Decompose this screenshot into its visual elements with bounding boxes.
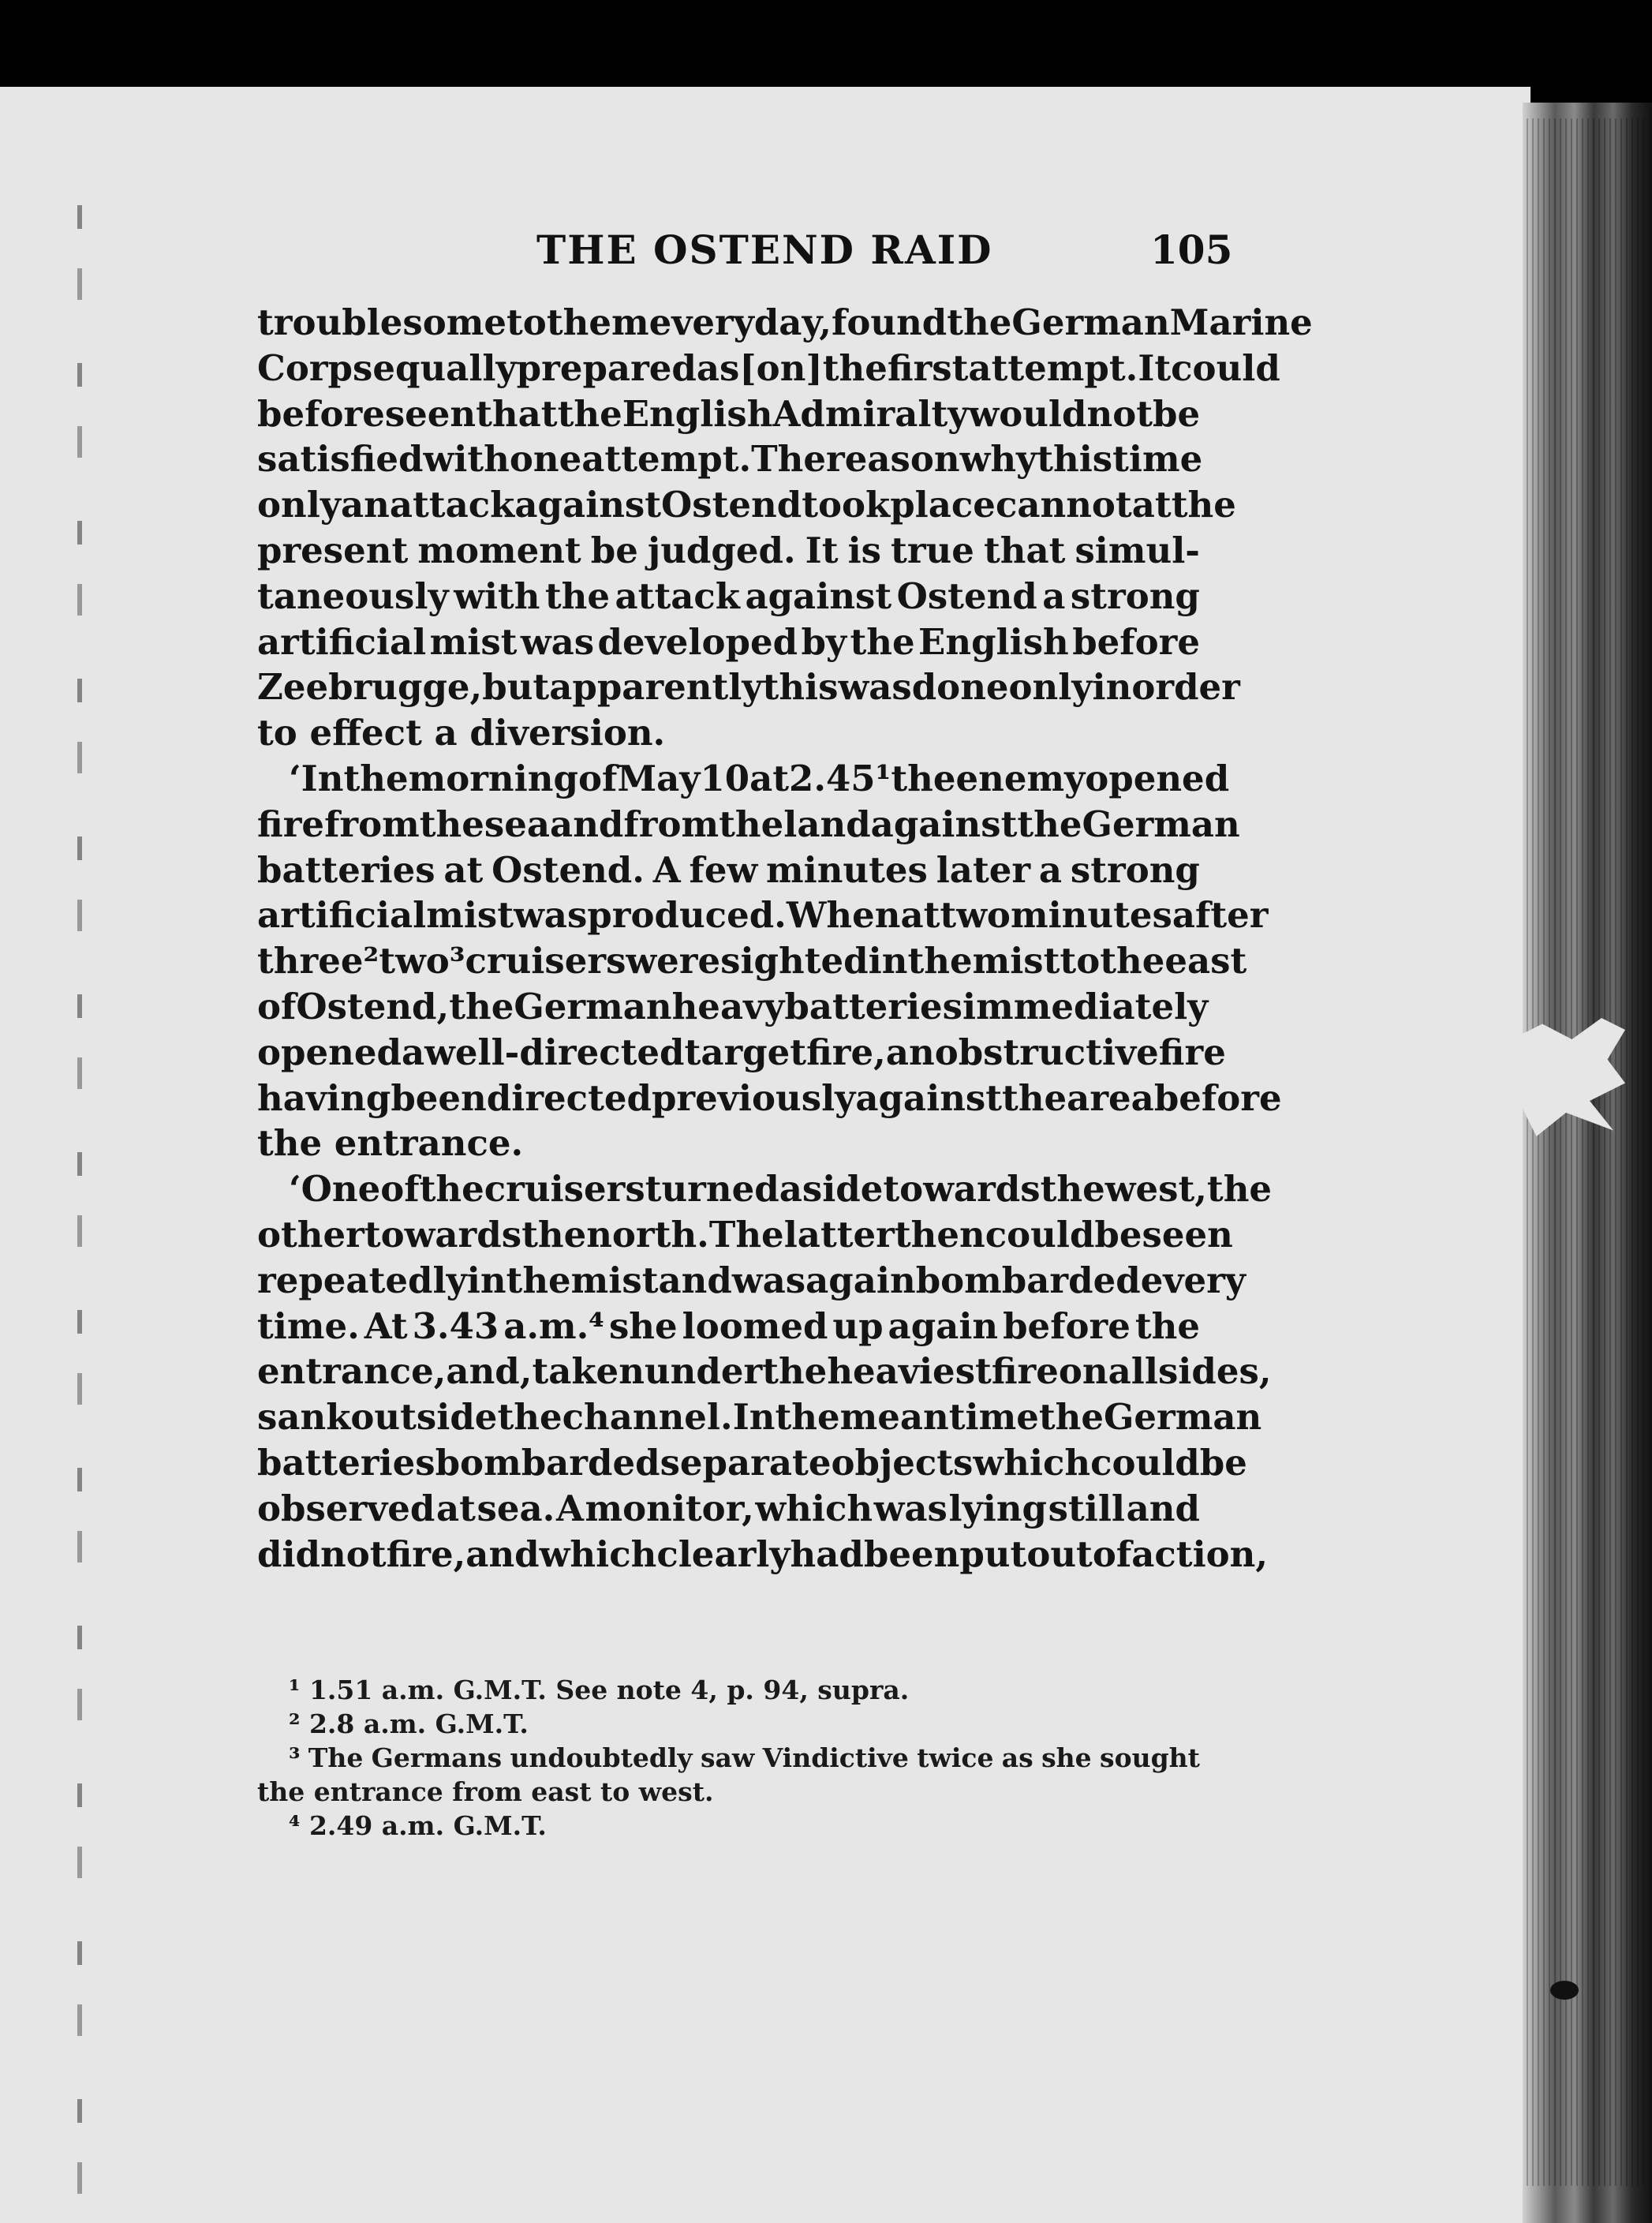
text-line: batteries at Ostend. A few minutes later a strong: [257, 848, 1200, 891]
text-line: other towards the north. The latter then could be seen: [257, 1213, 1233, 1256]
text-line: repeatedly in the mist and was again bombarded every: [257, 1259, 1246, 1301]
text-line: taneously with the attack against Ostend a strong: [257, 574, 1200, 617]
footnotes: [257, 1673, 1200, 1843]
text-line: artificial mist was produced. When at two minutes after: [257, 894, 1269, 937]
text-line: batteries bombarded separate objects which could be: [257, 1441, 1247, 1484]
text-line: opened a well-directed target fire, an obstructive fire: [257, 1031, 1226, 1073]
footnote: ¹ 1.51 a.m. G.M.T. See note 4, p. 94, supra.: [289, 1675, 910, 1705]
text-line: time. At 3.43 a.m.⁴ she loomed up again before the: [257, 1304, 1200, 1347]
text-line: observed at sea. A monitor, which was lying still and: [257, 1487, 1200, 1529]
body-text: [257, 300, 1313, 1577]
footnote: ² 2.8 a.m. G.M.T.: [289, 1708, 529, 1739]
text-line: satisfied with one attempt. The reason why this time: [257, 438, 1203, 481]
page-edge-texture: [1527, 118, 1645, 2186]
left-margin-marks: [77, 205, 82, 2194]
text-line: ‘ In the morning of May 10 at 2.45 ¹ the enemy opened: [289, 757, 1230, 799]
text-line: of Ostend, the German heavy batteries immediately: [257, 985, 1209, 1027]
ink-speck: [1550, 1981, 1579, 2000]
text-line: ‘ One of the cruisers turned aside towards the west, the: [289, 1168, 1273, 1211]
text-line: the entrance.: [257, 1122, 524, 1165]
text-line: to effect a diversion.: [257, 712, 666, 754]
footnote: ⁴ 2.49 a.m. G.M.T.: [289, 1810, 547, 1841]
text-line: sank outside the channel. In the meantime the German: [257, 1396, 1262, 1439]
text-line: only an attack against Ostend took place cannot at the: [257, 484, 1236, 526]
footnote: ³ The Germans undoubtedly saw Vindictive twice as she sought: [289, 1742, 1200, 1773]
text-line: Corps equally prepared as [on] the first attempt. It could: [257, 346, 1280, 389]
running-title: THE OSTEND RAID: [536, 226, 993, 273]
text-line: troublesome to them every day, found the German Marine: [257, 301, 1313, 343]
text-line: Zeebrugge, but apparently this was done only in order: [257, 666, 1240, 709]
text-line: be foreseen that the English Admiralty would not be: [257, 392, 1201, 435]
text-line: fire from the sea and from the land against the German: [257, 803, 1240, 845]
footnote-continuation: the entrance from east to west.: [257, 1776, 714, 1807]
text-line: three ² two ³ cruisers were sighted in the mist to the east: [257, 940, 1247, 982]
text-line: entrance, and, taken under the heaviest fire on all sides,: [257, 1350, 1272, 1393]
text-line: artificial mist was developed by the English before: [257, 620, 1200, 663]
text-line: present moment be judged. It is true that simul-: [257, 529, 1200, 571]
page-number: 105: [1150, 226, 1233, 273]
running-header: [0, 226, 1652, 282]
text-line: did not fire, and which clearly had been put out of action,: [257, 1533, 1269, 1575]
text-line: having been directed previously against the area before: [257, 1076, 1282, 1119]
